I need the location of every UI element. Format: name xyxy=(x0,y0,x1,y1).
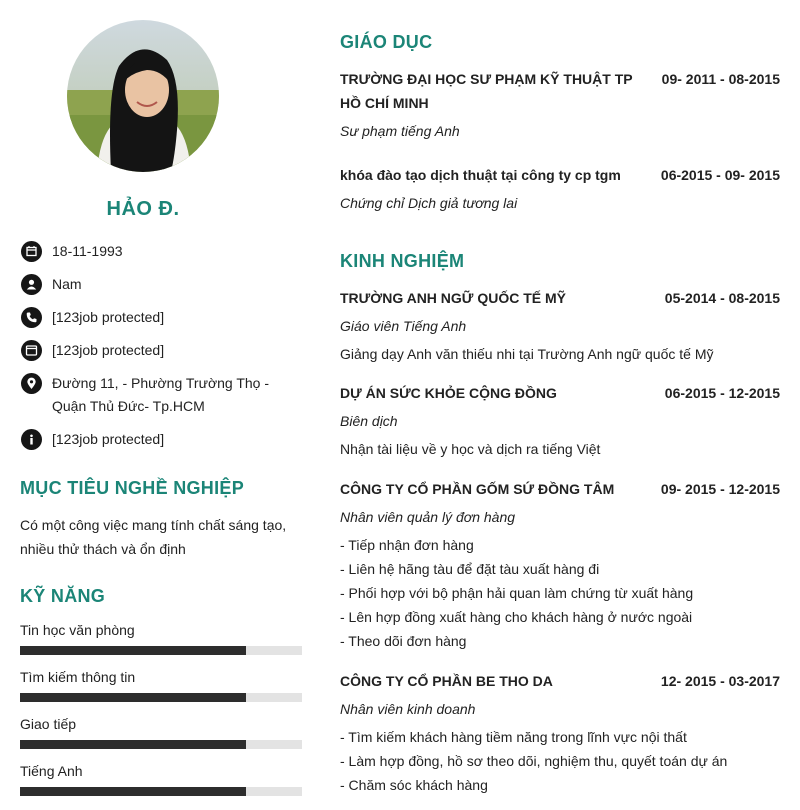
skill-bar-track xyxy=(20,740,302,749)
skills-heading: KỸ NĂNG xyxy=(20,586,106,606)
skill-label: Tiếng Anh xyxy=(20,763,83,779)
entry-role: Chứng chỉ Dịch giả tương lai xyxy=(340,195,518,211)
entry-date: 09- 2015 - 12-2015 xyxy=(660,481,780,497)
skill-bar-fill xyxy=(20,740,246,749)
entry-title: TRƯỜNG ANH NGỮ QUỐC TẾ MỸ xyxy=(340,290,566,306)
skill-bar-track xyxy=(20,646,302,655)
skill-label: Tin học văn phòng xyxy=(20,622,135,638)
bullet-list xyxy=(340,725,780,797)
skill-label: Giao tiếp xyxy=(20,716,77,732)
skill-bar-track xyxy=(20,693,302,702)
bullet-item: - Phối hợp với bộ phận hải quan làm chứng từ xuất hàng xyxy=(340,585,694,601)
entry-title: CÔNG TY CỔ PHẦN GỐM SỨ ĐỒNG TÂM xyxy=(340,481,615,497)
gender-text: Nam xyxy=(52,276,82,292)
objective-text: Có một công việc mang tính chất sáng tạo, nhiều thử thách và ổn định xyxy=(20,517,287,557)
calendar-icon xyxy=(21,241,42,262)
education-entry xyxy=(340,163,780,215)
entry-description: Nhận tài liệu về y học và dịch ra tiếng Việt xyxy=(340,441,601,457)
birthday-row xyxy=(20,240,302,263)
other-text: [123job protected] xyxy=(52,431,165,447)
phone-row xyxy=(20,306,302,329)
skill-bar-fill xyxy=(20,787,246,796)
entry-title: DỰ ÁN SỨC KHỎE CỘNG ĐỒNG xyxy=(340,385,557,401)
skills-list xyxy=(20,620,302,808)
entry-date: 05-2014 - 08-2015 xyxy=(664,290,780,306)
entry-title: khóa đào tạo dịch thuật tại công ty cp tgm xyxy=(340,167,621,183)
candidate-name: HẢO Đ. xyxy=(106,198,180,220)
avatar xyxy=(67,20,219,172)
skill-bar-fill xyxy=(20,646,246,655)
bullet-item: - Theo dõi đơn hàng xyxy=(340,633,467,649)
gender-row xyxy=(20,273,302,296)
right-column xyxy=(340,0,780,810)
info-icon xyxy=(21,429,42,450)
entry-role: Biên dịch xyxy=(340,413,398,429)
entry-date: 09- 2011 - 08-2015 xyxy=(661,71,780,87)
bullet-list xyxy=(340,533,780,653)
phone-icon xyxy=(21,307,42,328)
entry-date: 06-2015 - 09- 2015 xyxy=(660,167,780,183)
education-heading: GIÁO DỤC xyxy=(340,32,433,52)
experience-entry xyxy=(340,286,780,366)
location-pin-icon xyxy=(21,373,42,394)
contact-list xyxy=(20,240,302,461)
entry-role: Sư phạm tiếng Anh xyxy=(340,123,460,139)
entry-title: TRƯỜNG ĐẠI HỌC SƯ PHẠM KỸ THUẬT TP HỒ CHÍ MINH xyxy=(340,71,633,111)
entry-date: 12- 2015 - 03-2017 xyxy=(660,673,780,689)
skill-label: Tìm kiếm thông tin xyxy=(20,669,136,685)
bullet-item: - Liên hệ hãng tàu để đặt tàu xuất hàng đi xyxy=(340,561,600,577)
bullet-item: - Làm hợp đồng, hồ sơ theo dõi, nghiệm thu, quyết toán dự án xyxy=(340,753,728,769)
address-row xyxy=(20,372,302,418)
birthday-text: 18-11-1993 xyxy=(52,243,123,259)
skill-item xyxy=(20,620,302,667)
entry-title: CÔNG TY CỔ PHẦN BE THO DA xyxy=(340,673,553,689)
objective-heading: MỤC TIÊU NGHỀ NGHIỆP xyxy=(20,478,245,498)
entry-role: Nhân viên quản lý đơn hàng xyxy=(340,509,516,525)
skill-bar-fill xyxy=(20,693,246,702)
experience-heading: KINH NGHIỆM xyxy=(340,251,465,271)
person-icon xyxy=(21,274,42,295)
bullet-item: - Chăm sóc khách hàng xyxy=(340,777,488,793)
bullet-item: - Tiếp nhận đơn hàng xyxy=(340,537,474,553)
education-entry xyxy=(340,67,780,143)
email-row xyxy=(20,339,302,362)
entry-role: Nhân viên kinh doanh xyxy=(340,701,476,717)
left-column xyxy=(20,0,302,810)
address-text: Đường 11, - Phường Trường Thọ - Quận Thủ Đức- Tp.HCM xyxy=(52,375,270,414)
entry-description: Giảng dạy Anh văn thiếu nhi tại Trường Anh ngữ quốc tế Mỹ xyxy=(340,346,714,362)
entry-date: 06-2015 - 12-2015 xyxy=(664,385,780,401)
bullet-item: - Lên hợp đồng xuất hàng cho khách hàng ở nước ngoài xyxy=(340,609,693,625)
skill-bar-track xyxy=(20,787,302,796)
other-row xyxy=(20,428,302,451)
skill-item xyxy=(20,761,302,808)
experience-entry xyxy=(340,381,780,461)
experience-entry xyxy=(340,669,780,797)
email-icon xyxy=(21,340,42,361)
experience-entry xyxy=(340,477,780,653)
skill-item xyxy=(20,714,302,761)
email-text: [123job protected] xyxy=(52,342,165,358)
bullet-item: - Tìm kiếm khách hàng tiềm năng trong lĩnh vực nội thất xyxy=(340,729,687,745)
skill-item xyxy=(20,667,302,714)
entry-role: Giáo viên Tiếng Anh xyxy=(340,318,467,334)
phone-text: [123job protected] xyxy=(52,309,165,325)
